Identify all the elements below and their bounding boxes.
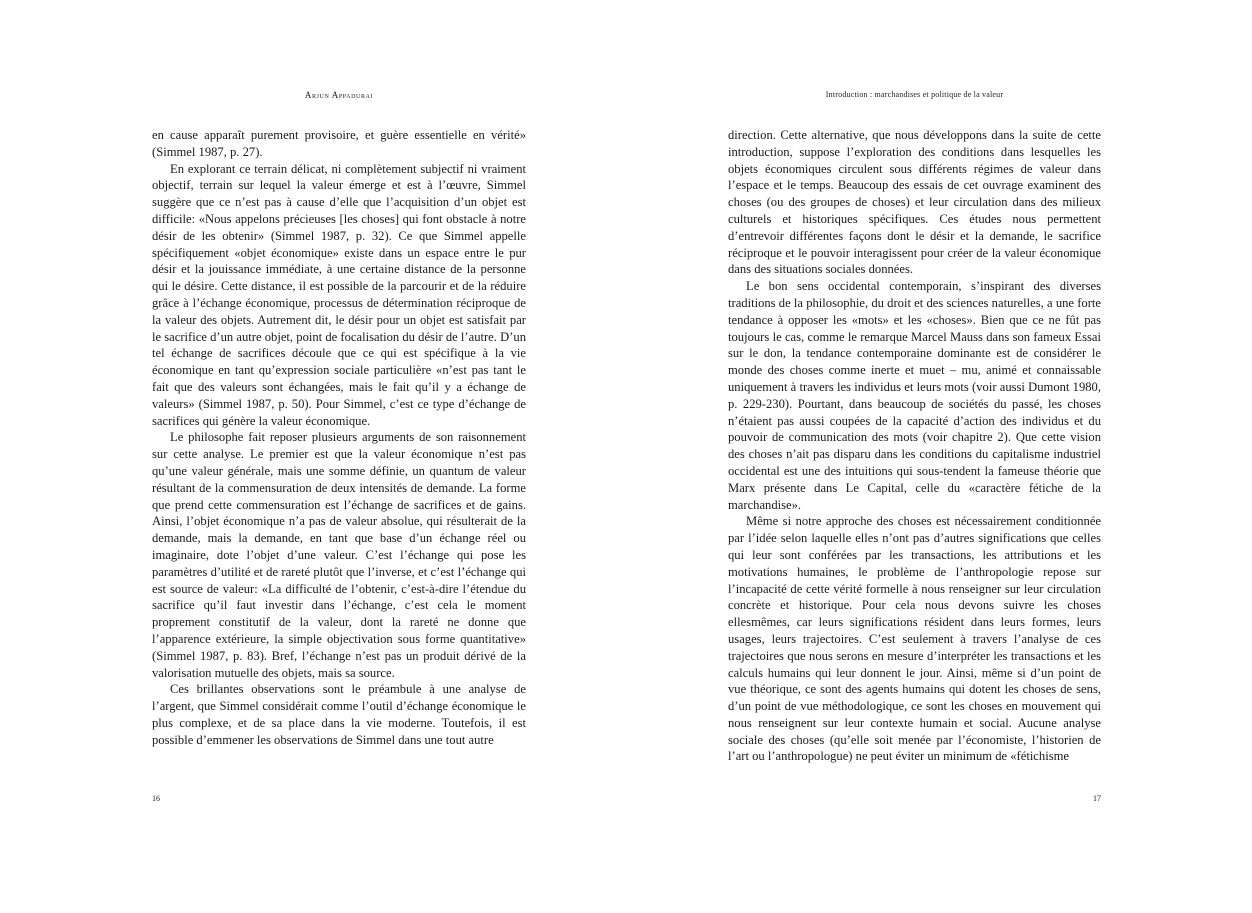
left-page (152, 0, 526, 913)
right-page (728, 0, 1101, 913)
paragraph: direction. Cette alternative, que nous développons dans la suite de cette introduction, suppose l’exploration des conditions dans lesquelles les objets économiques circulent sous différents régimes de valeur dans l’espace et le temps. Beaucoup des essais de cet ouvrage examinent des choses (ou des groupes de choses) et leur circulation dans des milieux culturels et historiques spécifiques. Ces études nous permettent d’entrevoir différentes façons dont le désir et la demande, le sacrifice réciproque et le pouvoir interagissent pour créer de la valeur économique dans des situations sociales données. (728, 128, 1101, 277)
left-page-body (152, 127, 526, 748)
paragraph: Le philosophe fait reposer plusieurs arguments de son raisonnement sur cette analyse. Le premier est que la valeur économique n’est pas qu’une valeur générale, mais une somme définie, un quantum de valeur résultant de la commensuration de deux intensités de demande. La forme que prend cette commensuration est l’échange de sacrifices et de gains. Ainsi, l’objet économique n’a pas de valeur absolue, qui résulterait de la demande, mais la demande, en tant que base d’un échange réel ou imaginaire, dote l’objet d’une valeur. C’est l’échange qui pose les paramètres d’utilité et de rareté plutôt que l’inverse, et c’est l’échange qui est source de valeur: «La difficulté de l’obtenir, c’est-à-dire l’étendue du sacrifice qu’il faut investir dans l’échange, c’est cela le moment proprement constitutif de la valeur, dont la rareté ne donne que l’apparence extérieure, la simple objectivation sous forme quantitative» (Simmel 1987, p. 83). Bref, l’échange n’est pas un produit dérivé de la valorisation mutuelle des objets, mais sa source. (152, 430, 526, 680)
page-number: 16 (152, 794, 160, 803)
running-head-chapter-title: Introduction : marchandises et politique de la valeur (825, 90, 1004, 99)
paragraph: En explorant ce terrain délicat, ni complètement subjectif ni vraiment objectif, terrain sur lequel la valeur émerge et est à l’œuvre, Simmel suggère que ce n’est pas à cause d’elle que l’acquisition d’un objet est difficile: «Nous appelons précieuses [les choses] qui font obstacle à notre désir de les obtenir» (Simmel 1987, p. 32). Ce que Simmel appelle spécifiquement «objet économique» existe dans un espace entre le pur désir et la jouissance immédiate, à une certaine distance de la personne qui le désire. Cette distance, il est possible de la parcourir et de la réduire grâce à l’échange économique, processus de détermination réciproque de la valeur des objets. Autrement dit, le désir pour un objet est satisfait par le sacrifice d’un autre objet, point de focalisation du désir de l’autre. D’un tel échange de sacrifices découle que ce qui est spécifique à la vie économique en tant qu’expression sociale particulière «n’est pas tant le fait que des valeurs sont échangées, mais le fait qu’il y a échange de valeurs» (Simmel 1987, p. 50). Pour Simmel, c’est ce type d’échange de sacrifices qui génère la valeur économique. (152, 161, 526, 428)
paragraph: Même si notre approche des choses est nécessairement conditionnée par l’idée selon laquelle elles n’ont pas d’autres significations que celles qui leur sont conférées par les transactions, les attributions et les motivations humaines, le problème de l’anthropologie repose sur l’incapacité de cette vérité formelle à nous renseigner sur leur circulation concrète et historique. Pour cela nous devons suivre les choses ellesmêmes, car leurs significations résident dans leurs formes, leurs usages, leurs trajectoires. C’est seulement à travers l’analyse de ces trajectoires que nous serons en mesure d’interpréter les transactions et les calculs humains qui leur donnent le jour. Ainsi, même si d’un point de vue théorique, ce sont des agents humains qui dotent les choses de sens, d’un point de vue méthodologique, ce sont les choses en mouvement qui nous renseignent sur leur contexte humain et social. Aucune analyse sociale des choses (qu’elle soit menée par l’économiste, l’historien de l’art ou l’anthropologue) ne peut éviter un minimum de «fétichisme (728, 514, 1101, 764)
paragraph: en cause apparaît purement provisoire, et guère essentielle en vérité» (Simmel 1987, p. 27). (152, 128, 526, 159)
paragraph: Le bon sens occidental contemporain, s’inspirant des diverses traditions de la philosophie, du droit et des sciences naturelles, a une forte tendance à opposer les «mots» et les «choses». Bien que ce ne fût pas toujours le cas, comme le remarque Marcel Mauss dans son fameux Essai sur le don, la tendance contemporaine dominante est de considérer le monde des choses comme inerte et muet – mu, animé et connaissable uniquement à travers les individus et leurs mots (voir aussi Dumont 1980, p. 229-230). Pourtant, dans beaucoup de sociétés du passé, les choses n’étaient pas aussi coupées de la capacité d’action des individus et du pouvoir de communication des mots (voir chapitre 2). Que cette vision des choses n’ait pas disparu dans les conditions du capitalisme industriel occidental est une des intuitions qui sous-tendent la fameuse théorie que Marx présente dans Le Capital, celle du «caractère fétiche de la marchandise». (728, 279, 1101, 512)
paragraph: Ces brillantes observations sont le préambule à une analyse de l’argent, que Simmel considérait comme l’outil d’échange économique le plus complexe, et de sa place dans la vie moderne. Toutefois, il est possible d’emmener les observations de Simmel dans une tout autre (152, 682, 526, 747)
running-head-author: Arjun Appadurai (304, 90, 374, 100)
right-page-body (728, 127, 1101, 765)
page-number: 17 (1093, 794, 1101, 803)
